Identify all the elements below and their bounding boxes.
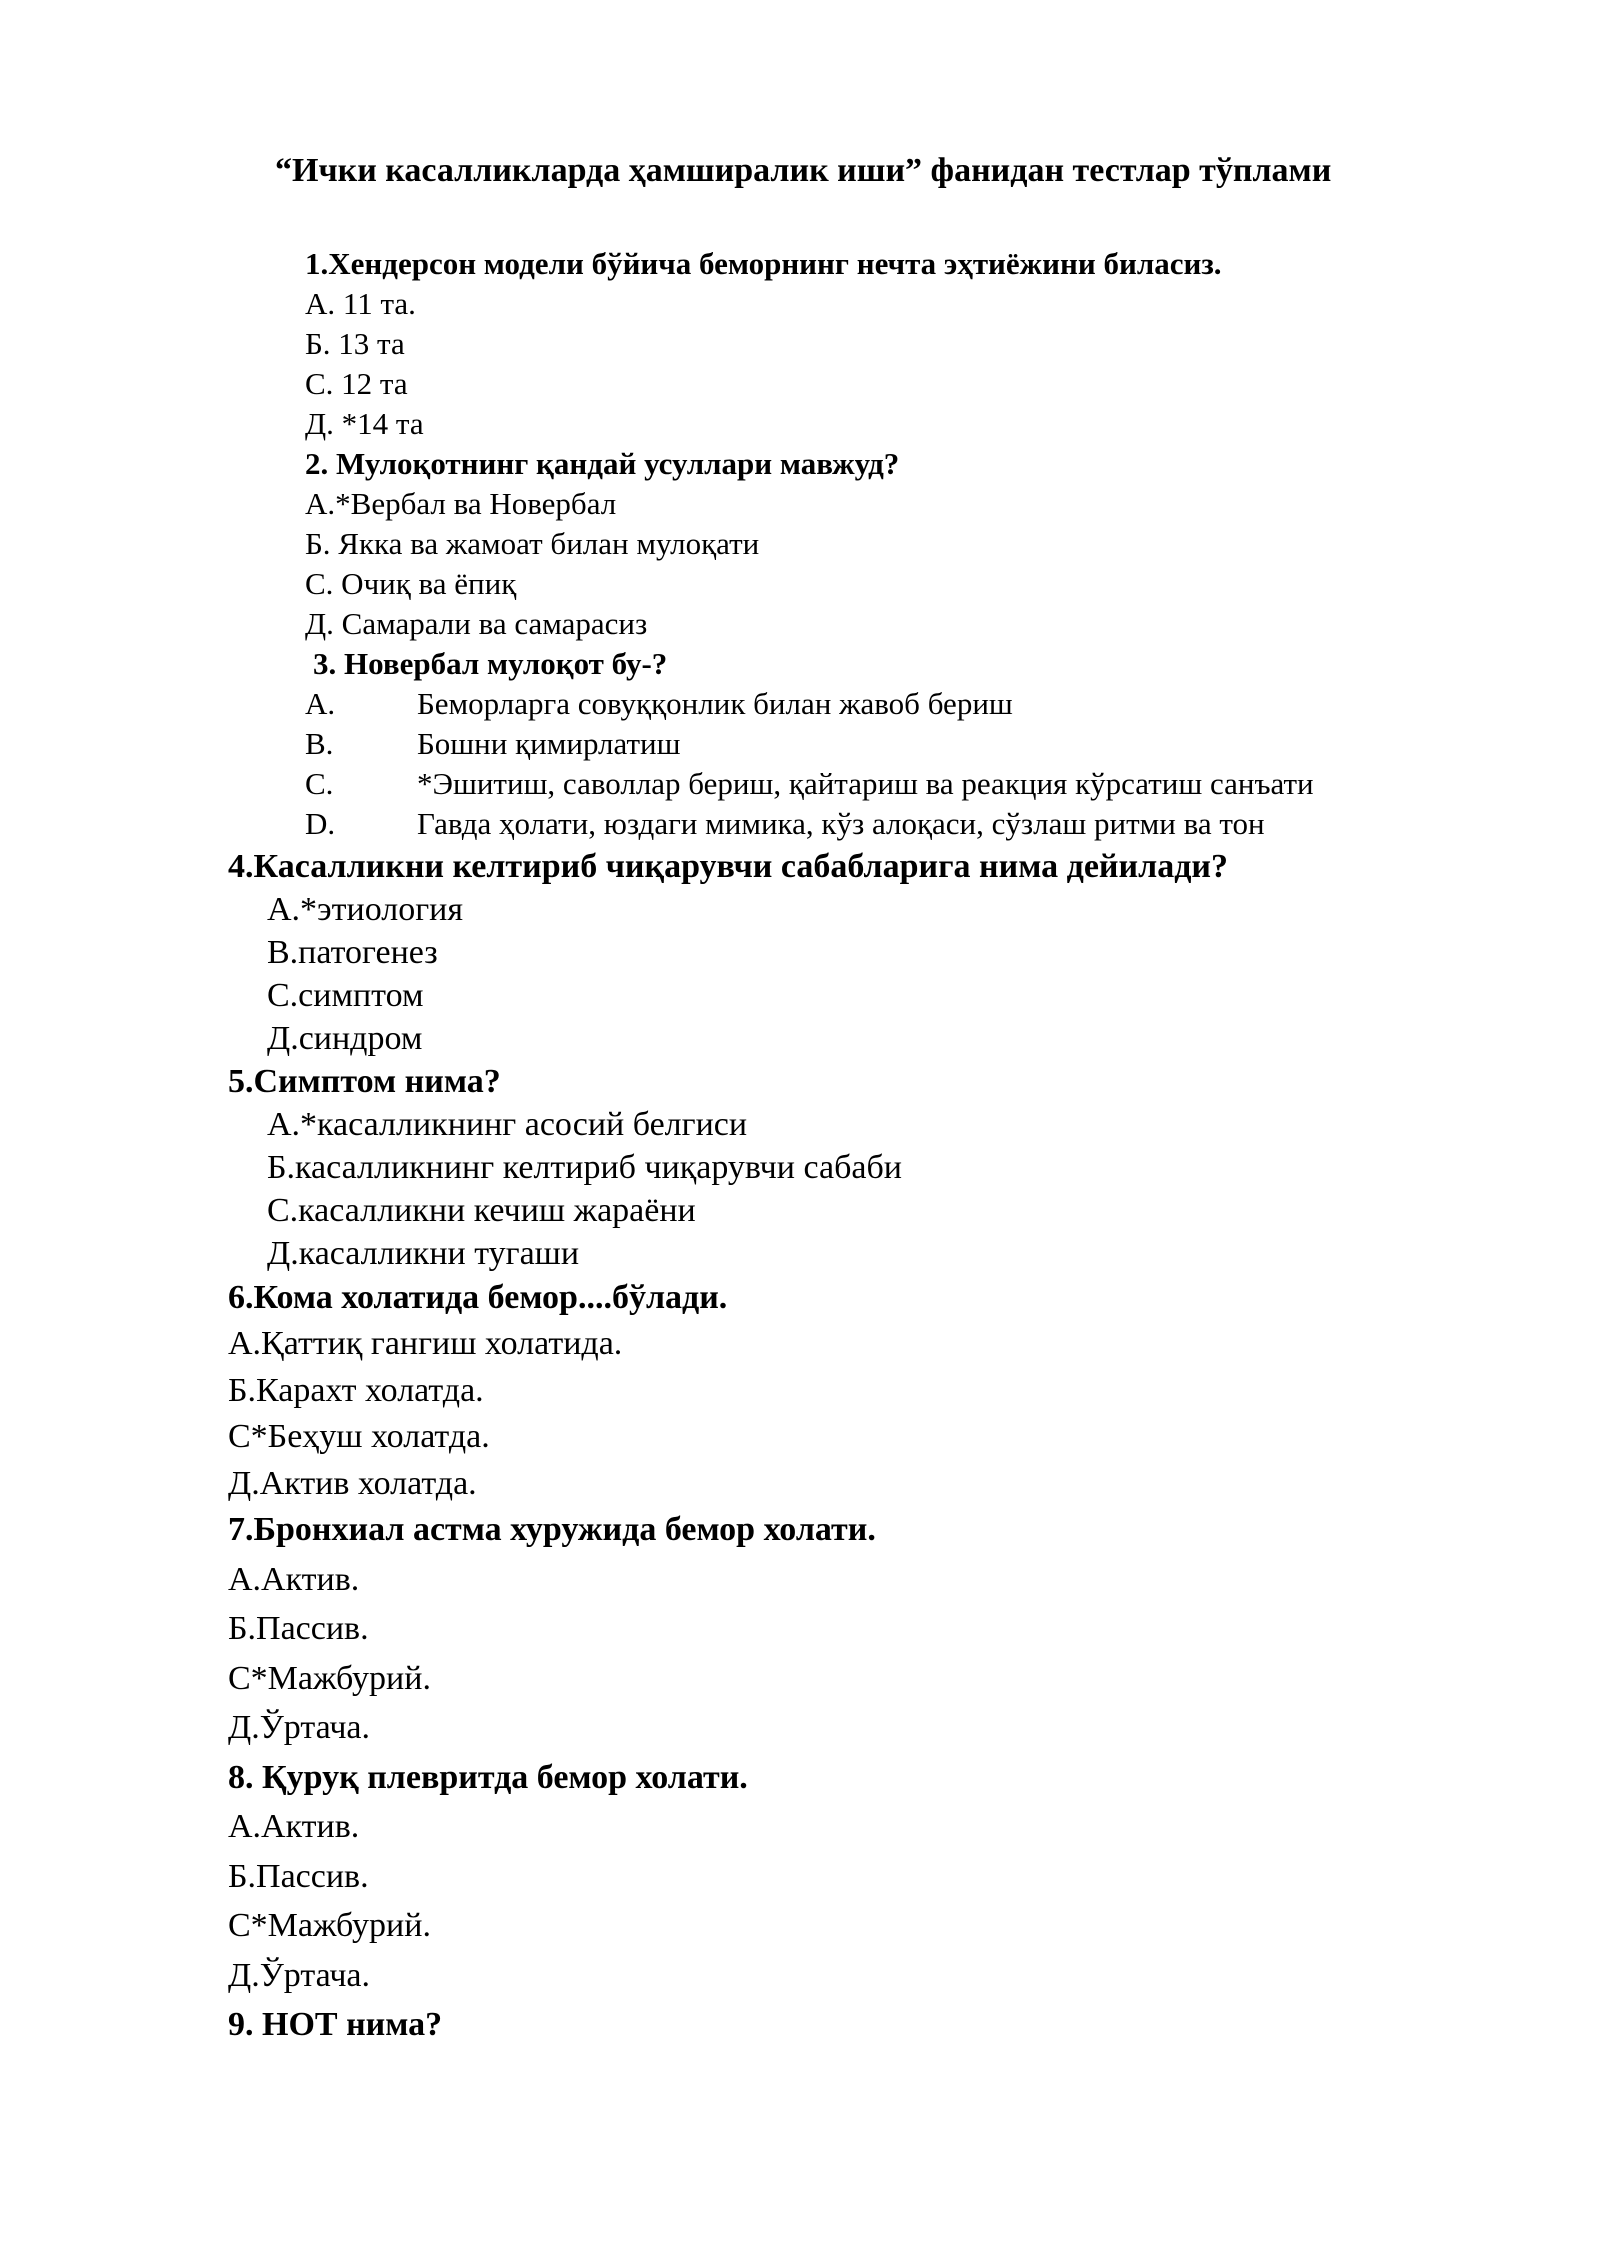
q3-option-d: [305, 808, 1265, 839]
q6-option-c: С*Беҳуш холатда.: [228, 1418, 490, 1455]
q6-option-a: А.Қаттиқ гангиш холатида.: [228, 1325, 623, 1362]
question-8: 8. Қуруқ плевритда бемор холати.: [228, 1759, 748, 1796]
q3-option-d-text: Гавда ҳолати, юздаги мимика, кўз алоқаси, сўзлаш ритми ва тон: [417, 806, 1265, 841]
q3-option-a: [305, 688, 1013, 719]
q6-option-d: Д.Актив холатда.: [228, 1465, 477, 1502]
q5-option-c: С.касалликни кечиш жараёни: [267, 1192, 696, 1229]
q7-option-a: А.Актив.: [228, 1561, 360, 1598]
q1-option-b: Б. 13 та: [305, 326, 405, 361]
q2-option-a: А.*Вербал ва Новербал: [305, 486, 617, 521]
question-1: 1.Хендерсон модели бўйича беморнинг нечта эҳтиёжини биласиз.: [305, 246, 1222, 281]
q8-option-d: Д.Ўртача.: [228, 1957, 371, 1994]
q3-option-b-text: Бошни қимирлатиш: [417, 726, 681, 761]
q2-option-c: С. Очиқ ва ёпиқ: [305, 566, 517, 601]
q8-option-a: А.Актив.: [228, 1808, 360, 1845]
q1-option-c: С. 12 та: [305, 366, 408, 401]
question-4: 4.Касалликни келтириб чиқарувчи сабабларига нима дейилади?: [228, 848, 1228, 885]
q1-option-d: Д. *14 та: [305, 406, 424, 441]
q3-option-c-letter: C.: [305, 766, 334, 801]
question-7: 7.Бронхиал астма хуружида бемор холати.: [228, 1511, 876, 1548]
q4-option-d: Д.синдром: [267, 1020, 423, 1057]
q3-option-a-letter: A.: [305, 686, 336, 721]
q5-option-d: Д.касалликни тугаши: [267, 1235, 580, 1272]
q6-option-b: Б.Карахт холатда.: [228, 1372, 484, 1409]
question-5: 5.Симптом нима?: [228, 1063, 501, 1100]
q7-option-c: С*Мажбурий.: [228, 1660, 431, 1697]
question-3: [313, 648, 667, 679]
question-2: 2. Мулоқотнинг қандай усуллари мавжуд?: [305, 446, 900, 481]
q5-option-a: А.*касалликнинг асосий белгиси: [267, 1106, 748, 1143]
q3-option-d-letter: D.: [305, 806, 336, 841]
question-9: 9. НОТ нима?: [228, 2006, 443, 2043]
question-3-text: . Новербал мулоқот бу-?: [328, 646, 668, 681]
q3-option-b-letter: B.: [305, 726, 334, 761]
q8-option-c: С*Мажбурий.: [228, 1907, 431, 1944]
q2-option-d: Д. Самарали ва самарасиз: [305, 606, 648, 641]
q4-option-b: В.патогенез: [267, 934, 438, 971]
document-title: “Ички касалликларда ҳамширалик иши” фанидан тестлар тўплами: [275, 152, 1332, 189]
q7-option-b: Б.Пассив.: [228, 1610, 369, 1647]
q3-option-b: [305, 728, 681, 759]
q4-option-c: С.симптом: [267, 977, 424, 1014]
question-6: 6.Кома холатида бемор....бўлади.: [228, 1279, 728, 1316]
q2-option-b: Б. Якка ва жамоат билан мулоқати: [305, 526, 760, 561]
q7-option-d: Д.Ўртача.: [228, 1709, 371, 1746]
q3-option-c: [305, 768, 1314, 799]
q5-option-b: Б.касалликнинг келтириб чиқарувчи сабаби: [267, 1149, 902, 1186]
q4-option-a: А.*этиология: [267, 891, 463, 928]
q8-option-b: Б.Пассив.: [228, 1858, 369, 1895]
question-3-number: 3: [313, 646, 329, 681]
q1-option-a: А. 11 та.: [305, 286, 416, 321]
q3-option-a-text: Беморларга совуққонлик билан жавоб бериш: [417, 686, 1013, 721]
q3-option-c-text: *Эшитиш, саволлар бериш, қайтариш ва реакция кўрсатиш санъати: [417, 766, 1314, 801]
